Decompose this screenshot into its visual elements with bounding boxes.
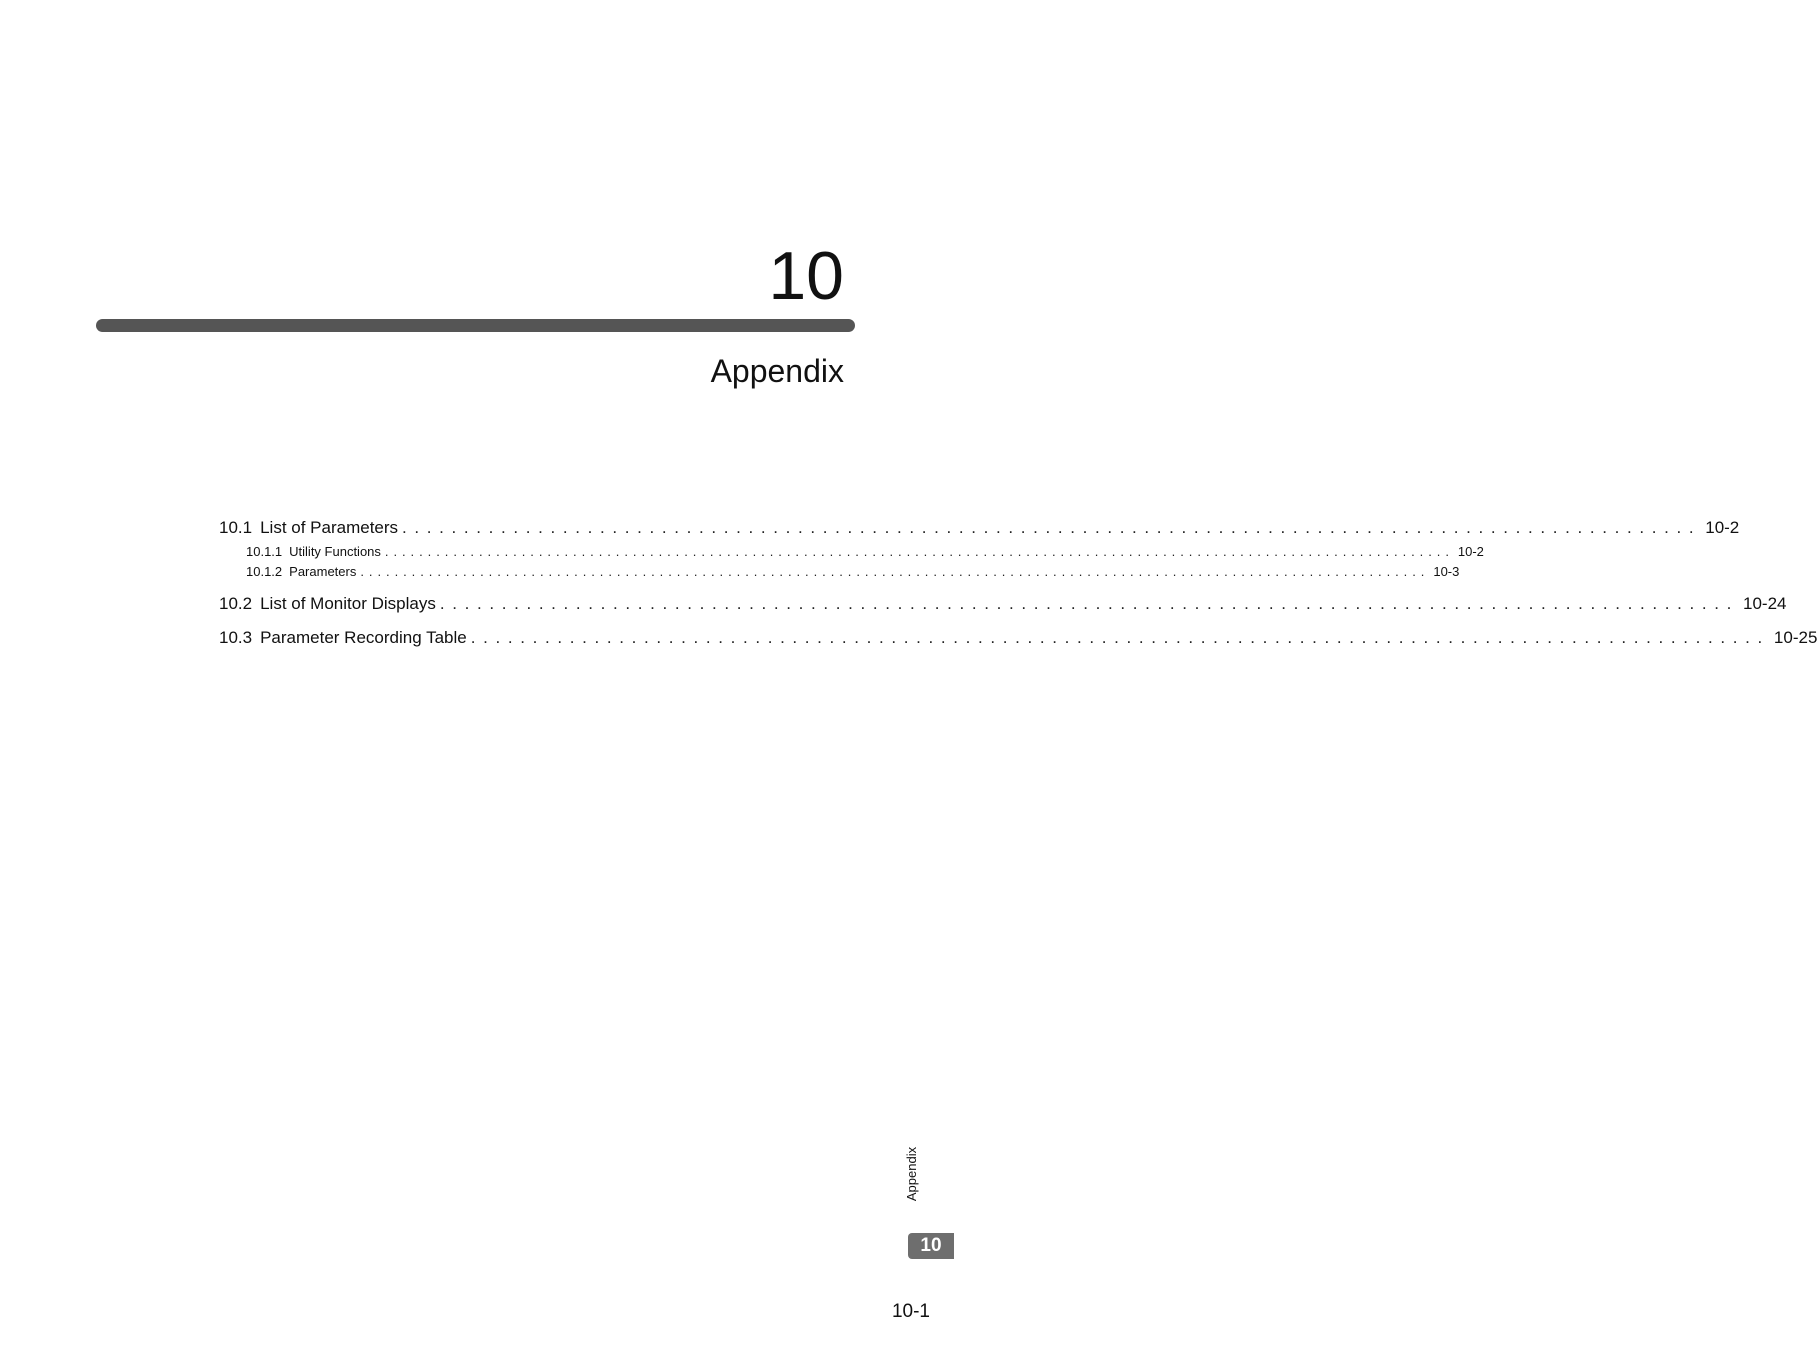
chapter-number: 10 [768,238,844,314]
chapter-tab: 10 [908,1233,954,1259]
side-tab-label-text: Appendix [904,1146,919,1202]
toc-entry-number: 10.1.1 [246,544,283,559]
toc-dot-leader: ............................................................................................................................. [360,564,1430,579]
toc-entry[interactable] [219,516,1740,540]
toc-dot-leader: ............................................................................................................................. [384,544,1454,559]
toc-entry[interactable] [219,542,1484,562]
toc-dot-leader: ......................................................................................................... [470,628,1770,647]
toc-entry[interactable] [219,562,1460,582]
toc-entry-number: 10.2 [219,594,253,613]
toc-entry-label: Utility Functions [289,544,381,559]
toc-entry-number: 10.3 [219,628,253,647]
chapter-divider-bar [96,319,855,332]
toc-entry-number: 10.1.2 [246,564,283,579]
toc-dot-leader: ......................................................................................................... [402,518,1702,537]
toc-entry[interactable] [219,592,1787,616]
toc-entry-label: List of Parameters [260,518,399,537]
toc-entry-page: 10-25 [1773,628,1817,647]
toc-entry[interactable] [219,626,1817,650]
chapter-title: Appendix [710,353,844,389]
toc-entry-page: 10-2 [1457,544,1484,559]
page-number: 10-1 [891,1301,930,1322]
toc-entry-label: List of Monitor Displays [260,594,436,613]
toc-entry-label: Parameter Recording Table [260,628,467,647]
toc-entry-label: Parameters [289,564,357,579]
toc-entry-page: 10-2 [1705,518,1740,537]
toc-entry-number: 10.1 [219,518,253,537]
table-of-contents [219,516,1817,650]
toc-dot-leader: ......................................................................................................... [439,594,1740,613]
toc-entry-page: 10-24 [1743,594,1787,613]
toc-entry-page: 10-3 [1433,564,1460,579]
